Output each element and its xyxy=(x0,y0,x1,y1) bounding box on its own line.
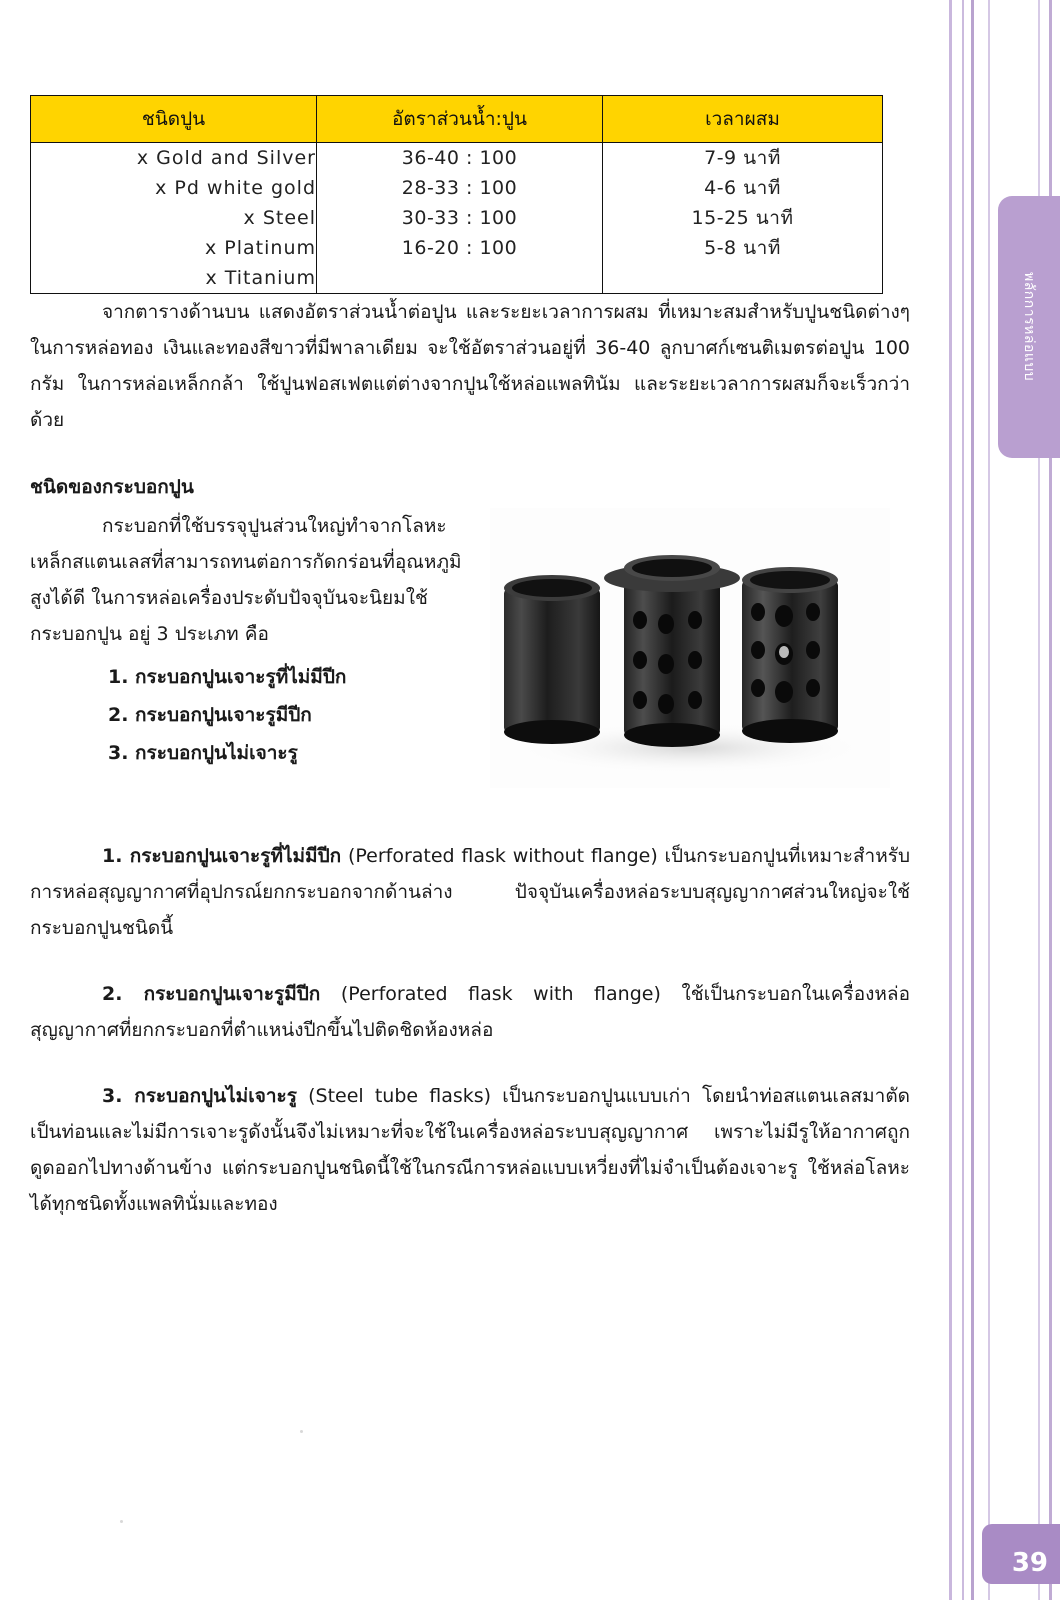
item-2-title: 2. กระบอกปูนเจาะรูมีปีก xyxy=(102,983,321,1005)
edge-line-2 xyxy=(962,0,964,1600)
table-row xyxy=(31,143,883,294)
flask-intro-text: กระบอกที่ใช้บรรจุปูนส่วนใหญ่ทำจากโลหะเหล็กสแตนเลสที่สามารถทนต่อการกัดกร่อนที่อุณหภูมิสูงได้ดี ในการหล่อเครื่องประดับปัจจุบันจะนิยมใช้กระบอกปูน อยู่ 3 ประเภท คือ xyxy=(30,515,462,645)
edge-line-1 xyxy=(949,0,952,1600)
table-header-cell-0: ชนิดปูน xyxy=(31,96,317,143)
list-item: 1. กระบอกปูนเจาะรูที่ไม่มีปีก xyxy=(108,666,347,688)
flask-type-list xyxy=(30,658,470,772)
flask-type-name: x Platinum xyxy=(205,237,316,259)
ratio-value: 30-33 : 100 xyxy=(401,207,518,229)
ratio-value: 36-40 : 100 xyxy=(401,147,518,169)
chapter-tab-label: พลักการหล่อแบบ xyxy=(1021,272,1037,382)
edge-line-3 xyxy=(971,0,974,1600)
investment-ratio-table xyxy=(30,95,883,294)
section-heading: ชนิดของกระบอกปูน xyxy=(30,476,194,498)
mixing-time-value: 7-9 นาที xyxy=(704,147,781,169)
table-cell-names xyxy=(31,143,317,294)
mixing-time-value: 4-6 นาที xyxy=(704,177,781,199)
item-3-title: 3. กระบอกปูนไม่เจาะรู xyxy=(102,1085,297,1107)
flask-type-name: x Gold and Silver xyxy=(136,147,316,169)
page-number: 39 xyxy=(1011,1548,1048,1578)
list-item: 3. กระบอกปูนไม่เจาะรู xyxy=(108,742,298,764)
intro-paragraph: จากตารางด้านบน แสดงอัตราส่วนน้ำต่อปูน และระยะเวลาการผสม ที่เหมาะสมสำหรับปูนชนิดต่างๆในการหล่อทอง เงินและทองสีขาวที่มีพาลาเดียม จะใช้อัตราส่วนอยู่ที่ 36-40 ลูกบาศก์เซนติเมตรต่อปูน 100 กรัม ในการหล่อเหล็กกล้า ใช้ปูนฟอสเฟตแต่ต่างจากปูนใช้หล่อแพลทินัม และระยะเวลาการผสมก็จะเร็วกว่าด้วย xyxy=(30,301,910,431)
flask-type-name: x Titanium xyxy=(205,267,316,289)
paragraph-item-1 xyxy=(30,838,910,946)
item-1-body: (Perforated flask without flange) เป็นกระบอกปูนที่เหมาะสำหรับการหล่อสุญญากาศที่อุปกรณ์ยกกระบอกจากด้านล่าง ปัจจุบันเครื่องหล่อระบบสุญญากาศส่วนใหญ่จะใช้กระบอกปูนชนิดนี้ xyxy=(30,845,911,939)
flask-plain xyxy=(504,575,600,744)
flask-type-name: x Steel xyxy=(243,207,316,229)
table-cell-times xyxy=(603,143,883,294)
flask-with-flange xyxy=(604,555,740,747)
flask-perforated xyxy=(742,567,838,743)
table-header-cell-1: อัตราส่วนน้ำ:ปูน xyxy=(317,96,603,143)
page-speck xyxy=(120,1520,123,1523)
edge-line-4 xyxy=(988,0,990,1600)
ratio-value: 16-20 : 100 xyxy=(401,237,518,259)
list-item: 2. กระบอกปูนเจาะรูมีปีก xyxy=(108,704,312,726)
paragraph-item-2 xyxy=(30,976,910,1048)
page-speck xyxy=(300,1430,303,1433)
flask-type-name: x Pd white gold xyxy=(155,177,316,199)
item-3-body: (Steel tube flasks) เป็นกระบอกปูนแบบเก่า โดยนำท่อสแตนเลสมาตัดเป็นท่อนและไม่มีการเจาะรูดังนั้นจึงไม่เหมาะที่จะใช้ในเครื่องหล่อระบบสุญญากาศ เพราะไม่มีรูให้อากาศถูกดูดออกไปทางด้านข้าง แต่กระบอกปูนชนิดนี้ใช้ในกรณีการหล่อแบบเหวี่ยงที่ไม่จำเป็นต้องเจาะรู ใช้หล่อโลหะได้ทุกชนิดทั้งแพลทินั่มและทอง xyxy=(30,1085,911,1215)
table-cell-ratios xyxy=(317,143,603,294)
flask-types-section xyxy=(30,508,910,808)
paragraph-item-3 xyxy=(30,1078,910,1222)
table-header-row xyxy=(31,96,883,143)
flask-photo xyxy=(490,508,890,788)
page-content xyxy=(30,0,910,1222)
mixing-time-value: 5-8 นาที xyxy=(704,237,781,259)
table-header-cell-2: เวลาผสม xyxy=(603,96,883,143)
item-2-body: (Perforated flask with flange) ใช้เป็นกระบอกในเครื่องหล่อสุญญากาศที่ยกกระบอกที่ตำแหน่งปีกขึ้นไปติดชิดห้องหล่อ xyxy=(30,983,910,1041)
ratio-value: 28-33 : 100 xyxy=(401,177,518,199)
mixing-time-value: 15-25 นาที xyxy=(691,207,794,229)
item-1-title: 1. กระบอกปูนเจาะรูที่ไม่มีปีก xyxy=(102,845,342,867)
page-number-badge xyxy=(982,1524,1060,1584)
